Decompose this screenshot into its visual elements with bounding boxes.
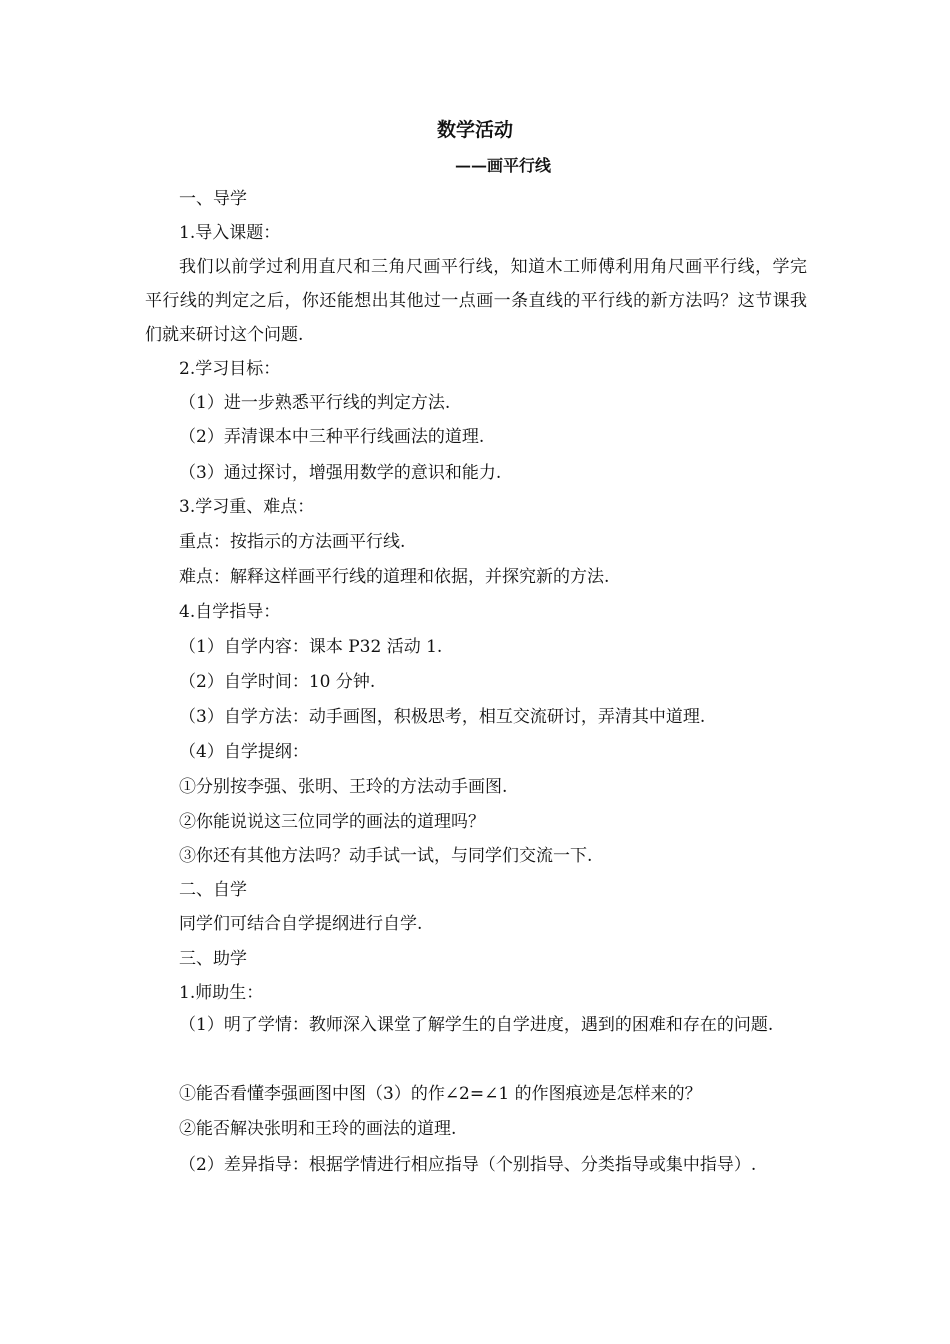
paragraph: 我们以前学过利用直尺和三角尺画平行线，知道木工师傅利用角尺画平行线，学完平行线的判定之后，你还能想出其他过一点画一条直线的平行线的新方法吗？这节课我们就来研讨这个问题. — [145, 257, 807, 345]
list-item: （2）自学时间：10 分钟. — [179, 672, 376, 692]
list-item: ①分别按李强、张明、王玲的方法动手画图. — [179, 777, 508, 797]
subsection-heading: 2.学习目标： — [179, 359, 281, 379]
list-item: （4）自学提纲： — [179, 742, 309, 762]
subsection-heading: 3.学习重、难点： — [179, 497, 315, 517]
section-heading: 二、自学 — [179, 880, 247, 900]
section-heading: 一、导学 — [179, 189, 247, 209]
list-item: （3）通过探讨，增强用数学的意识和能力. — [179, 463, 502, 483]
list-item: ②能否解决张明和王玲的画法的道理. — [179, 1119, 457, 1139]
subsection-heading: 4.自学指导： — [179, 602, 281, 622]
document-subtitle: ——画平行线 — [454, 156, 551, 175]
list-item: （1）进一步熟悉平行线的判定方法. — [179, 393, 451, 413]
list-item: （2）弄清课本中三种平行线画法的道理. — [179, 427, 485, 447]
document-title: 数学活动 — [436, 119, 513, 141]
paragraph: 难点：解释这样画平行线的道理和依据，并探究新的方法. — [179, 567, 610, 587]
section-heading: 三、助学 — [179, 949, 247, 969]
list-item: （3）自学方法：动手画图，积极思考，相互交流研讨，弄清其中道理. — [179, 707, 706, 727]
subsection-heading: 1.师助生： — [179, 983, 264, 1003]
paragraph: 重点：按指示的方法画平行线. — [179, 532, 406, 552]
list-item: （1）自学内容：课本 P32 活动 1. — [179, 637, 443, 657]
list-item: ②你能说说这三位同学的画法的道理吗？ — [179, 812, 485, 832]
paragraph: 同学们可结合自学提纲进行自学. — [179, 914, 423, 934]
list-item: ③你还有其他方法吗？动手试一试，与同学们交流一下. — [179, 846, 593, 866]
paragraph: （2）差异指导：根据学情进行相应指导（个别指导、分类指导或集中指导）. — [179, 1155, 757, 1175]
list-item: ①能否看懂李强画图中图（3）的作∠2=∠1 的作图痕迹是怎样来的？ — [179, 1084, 702, 1104]
paragraph: （1）明了学情：教师深入课堂了解学生的自学进度，遇到的困难和存在的问题. — [179, 1015, 774, 1035]
subsection-heading: 1.导入课题： — [179, 223, 281, 243]
